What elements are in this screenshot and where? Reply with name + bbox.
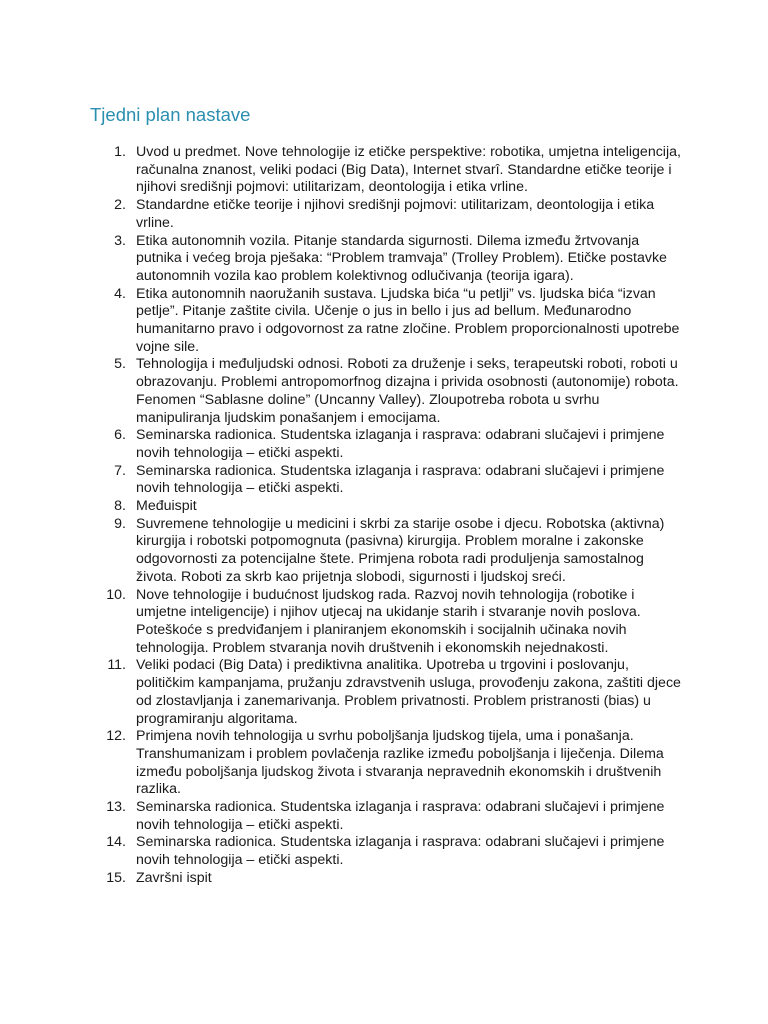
- item-number: 8.: [114, 498, 126, 515]
- item-number: 1.: [114, 144, 126, 160]
- item-text: Seminarska radionica. Studentska izlaganja i rasprava: odabrani slučajevi i primjene novih tehnologija – etički aspekti.: [136, 427, 665, 461]
- item-number: 7.: [114, 462, 126, 479]
- page-title: Tjedni plan nastave: [90, 104, 251, 125]
- item-text: Etika autonomnih vozila. Pitanje standarda sigurnosti. Dilema između žrtvovanja putnika i većeg broja pješaka: “Problem tramvaja” (Trolley Problem). Etičke postavke autonomnih vozila kao problem kolektivnog odlučivanja (teorija igara).: [136, 232, 667, 284]
- list-item: [96, 657, 681, 728]
- item-text: Uvod u predmet. Nove tehnologije iz etičke perspektive: robotika, umjetna inteligencija, računalna znanost, veliki podaci (Big Data), Internet stvarî. Standardne etičke teorije i njihovi središnji pojmovi: utilitarizam, deontologija i etika vrline.: [136, 144, 681, 196]
- item-text: Završni ispit: [136, 869, 212, 886]
- list-item: [96, 197, 681, 232]
- item-number: 10.: [106, 586, 126, 603]
- item-number: 6.: [114, 427, 126, 444]
- item-text: Nove tehnologije i budućnost ljudskog rada. Razvoj novih tehnologija (robotike i umjetne inteligencije) i njihov utjecaj na ukidanje starih i stvaranje novih poslova. Poteškoće s predviđanjem i planiranjem ekonomskih i socijalnih učinaka novih tehnologija. Problem stvaranja novih društvenih i ekonomskih nejednakosti.: [136, 586, 641, 656]
- item-text: Suvremene tehnologije u medicini i skrbi za starije osobe i djecu. Robotska (aktivna) kirurgija i robotski potpomognuta (pasivna) kirurgija. Problem moralne i zakonske odgovornosti za potencijalne štete. Primjena robota radi produljenja samostalnog života. Roboti za skrb kao prijetnja slobodi, sigurnosti i ljudskoj sreći.: [136, 515, 665, 585]
- list-item: [96, 728, 681, 799]
- list-item: [96, 870, 681, 888]
- list-item: [96, 834, 681, 869]
- list-item: [96, 427, 681, 462]
- item-number: 15.: [106, 869, 126, 886]
- item-number: 4.: [114, 285, 126, 302]
- item-text: Seminarska radionica. Studentska izlaganja i rasprava: odabrani slučajevi i primjene novih tehnologija – etički aspekti.: [136, 834, 665, 869]
- list-item: [96, 463, 681, 498]
- item-number: 5.: [114, 356, 126, 373]
- item-text: Veliki podaci (Big Data) i prediktivna analitika. Upotreba u trgovini i poslovanju, političkim kampanjama, pružanju zdravstvenih usluga, provođenju zakona, zaštiti djece od zlostavljanja i zanemarivanja. Problem privatnosti. Problem pristranosti (bias) u programiranju algoritama.: [136, 657, 681, 727]
- list-item: [96, 799, 681, 834]
- list-item: [96, 286, 681, 357]
- item-text: Primjena novih tehnologija u svrhu poboljšanja ljudskog tijela, uma i ponašanja. Transhumanizam i problem povlačenja razlike između poboljšanja i liječenja. Dilema između poboljšanja ljudskog života i stvaranja nepravednih ekonomskih i društvenih razlika.: [136, 728, 664, 798]
- list-item: [96, 144, 681, 197]
- list-item: [96, 498, 681, 516]
- item-text: Standardne etičke teorije i njihovi središnji pojmovi: utilitarizam, deontologija i etika vrline.: [136, 197, 655, 231]
- list-item: [96, 356, 681, 427]
- list-item: [96, 233, 681, 286]
- list-item: [96, 516, 681, 587]
- item-text: Seminarska radionica. Studentska izlaganja i rasprava: odabrani slučajevi i primjene novih tehnologija – etički aspekti.: [136, 462, 665, 497]
- item-text: Etika autonomnih naoružanih sustava. Ljudska bića “u petlji” vs. ljudska bića “izvan petlje”. Pitanje zaštite civila. Učenje o jus in bello i jus ad bellum. Međunarodno humanitarno pravo i odgovornost za ratne zločine. Problem proporcionalnosti upotrebe vojne sile.: [136, 285, 680, 355]
- item-number: 2.: [114, 197, 126, 214]
- item-number: 12.: [106, 728, 126, 745]
- item-text: Tehnologija i međuljudski odnosi. Roboti za druženje i seks, terapeutski roboti, roboti u obrazovanju. Problemi antropomorfnog dizajna i privida osobnosti (autonomije) robota. Fenomen “Sablasne doline” (Uncanny Valley). Zloupotreba robota u svrhu manipuliranja ljudskim ponašanjem i emocijama.: [136, 356, 679, 426]
- list-item: [96, 587, 681, 658]
- item-number: 11.: [107, 657, 126, 674]
- item-number: 9.: [114, 515, 126, 532]
- item-number: 14.: [106, 834, 126, 851]
- item-number: 3.: [114, 232, 126, 249]
- item-text: Međuispit: [136, 498, 197, 515]
- weekly-plan-list: [96, 144, 681, 888]
- item-text: Seminarska radionica. Studentska izlaganja i rasprava: odabrani slučajevi i primjene novih tehnologija – etički aspekti.: [136, 799, 665, 833]
- item-number: 13.: [106, 799, 126, 816]
